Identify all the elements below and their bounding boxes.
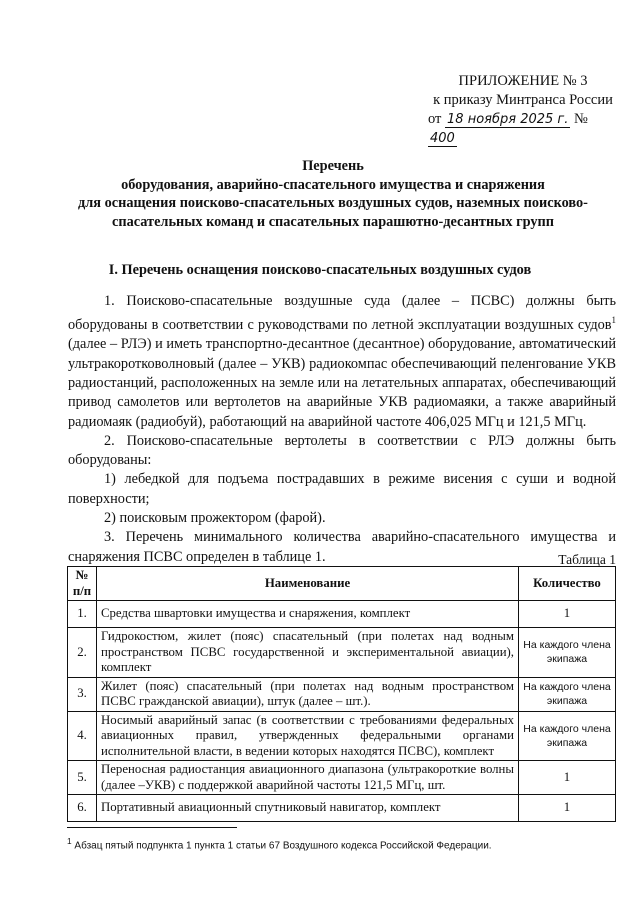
appendix-number-label: № — [574, 111, 588, 127]
row-num: 6. — [68, 795, 97, 822]
table-row — [68, 711, 616, 761]
appendix-number: 400 — [430, 131, 455, 146]
row-name: Портативный авиационный спутниковый навигатор, комплект — [97, 795, 519, 822]
row-num: 1. — [68, 601, 97, 628]
row-name: Переносная радиостанция авиационного диапазона (ультракороткие волны (далее –УКВ) с поддержкой аварийной частоты 121,5 МГц, шт. — [97, 761, 519, 795]
footnote-mark: 1 — [67, 836, 72, 846]
row-qty: 1 — [519, 795, 616, 822]
row-name: Средства швартовки имущества и снаряжения, комплект — [97, 601, 519, 628]
section-heading: I. Перечень оснащения поисково-спасательных воздушных судов — [108, 262, 532, 278]
table-row — [68, 601, 616, 628]
paragraph-3: 3. Перечень минимального количества аварийно-спасательного имущества и снаряжения ПСВС определен в таблице 1. — [68, 529, 616, 565]
table-row — [68, 677, 616, 711]
footnote-ref: 1 — [611, 315, 616, 326]
title-line-4: спасательных команд и спасательных парашютно-десантных групп — [112, 213, 554, 230]
body-text — [68, 292, 616, 567]
appendix-date-number — [428, 110, 618, 148]
table-header-row — [68, 567, 616, 601]
row-qty: 1 — [519, 601, 616, 628]
appendix-header — [428, 72, 618, 148]
equipment-table — [67, 566, 616, 822]
footnote-text: Абзац пятый подпункта 1 пункта 1 статьи 67 Воздушного кодекса Российской Федерации. — [71, 840, 492, 852]
table-row — [68, 795, 616, 822]
footnote — [67, 836, 492, 851]
row-num: 4. — [68, 711, 97, 761]
appendix-from-label: от — [428, 111, 442, 127]
footnote-divider — [67, 827, 237, 828]
paragraph-2: 2. Поисково-спасательные вертолеты в соответствии с РЛЭ должны быть оборудованы: — [68, 432, 616, 469]
table-row — [68, 761, 616, 795]
title-line-1: Перечень — [302, 158, 364, 174]
row-qty: На каждого члена экипажа — [519, 677, 616, 711]
row-name: Гидрокостюм, жилет (пояс) спасательный (при полетах над водным пространством ПСВС государственной и экспериментальной авиации), комплект — [97, 628, 519, 678]
row-num: 5. — [68, 761, 97, 795]
appendix-date: 18 ноября 2025 г. — [447, 112, 569, 127]
title-line-2: оборудования, аварийно-спасательного имущества и снаряжения — [121, 176, 545, 193]
header-num: № п/п — [68, 567, 97, 601]
table-caption: Таблица 1 — [558, 552, 616, 567]
row-num: 2. — [68, 628, 97, 678]
document-title — [60, 157, 606, 231]
table-row — [68, 628, 616, 678]
row-qty: 1 — [519, 761, 616, 795]
appendix-order-ref: к приказу Минтранса России — [433, 92, 613, 108]
header-qty: Количество — [519, 567, 616, 601]
appendix-title: ПРИЛОЖЕНИЕ № 3 — [458, 73, 588, 89]
row-qty: На каждого члена экипажа — [519, 628, 616, 678]
paragraph-1: 1. Поисково-спасательные воздушные суда (далее – ПСВС) должны быть оборудованы в соответствии с руководствами по летной эксплуатации воздушных судов$^1$ (далее – РЛЭ) и иметь транспортно-десантное (десантное) оборудование, автоматический ультракоротковолновый (далее – УКВ) радиокомпас обеспечивающий пеленгование УКВ радиостанций, расположенных на земле или на летательных аппаратах, обеспечивающий привод самолетов или вертолетов на аварийные УКВ радиомаяки, а также аварийный радиомаяк (радиобуй), работающий на аварийной частоте 406,025 МГц и 121,5 МГц. — [68, 293, 616, 430]
paragraph-2-item-1: 1) лебедкой для подъема пострадавших в режиме висения с суши и водной поверхности; — [68, 471, 616, 507]
row-qty: На каждого члена экипажа — [519, 711, 616, 761]
title-line-3: для оснащения поисково-спасательных воздушных судов, наземных поисково- — [78, 195, 588, 211]
row-name: Носимый аварийный запас (в соответствии с требованиями федеральных авиационных правил, утвержденных федеральными органами исполнительной власти, в ведении которых находятся ПСВС), комплект — [97, 711, 519, 761]
paragraph-2-item-2: 2) поисковым прожектором (фарой). — [104, 510, 326, 527]
header-name: Наименование — [97, 567, 519, 601]
row-name: Жилет (пояс) спасательный (при полетах над водным пространством ПСВС гражданской авиации), штук (далее – шт.). — [97, 677, 519, 711]
row-num: 3. — [68, 677, 97, 711]
